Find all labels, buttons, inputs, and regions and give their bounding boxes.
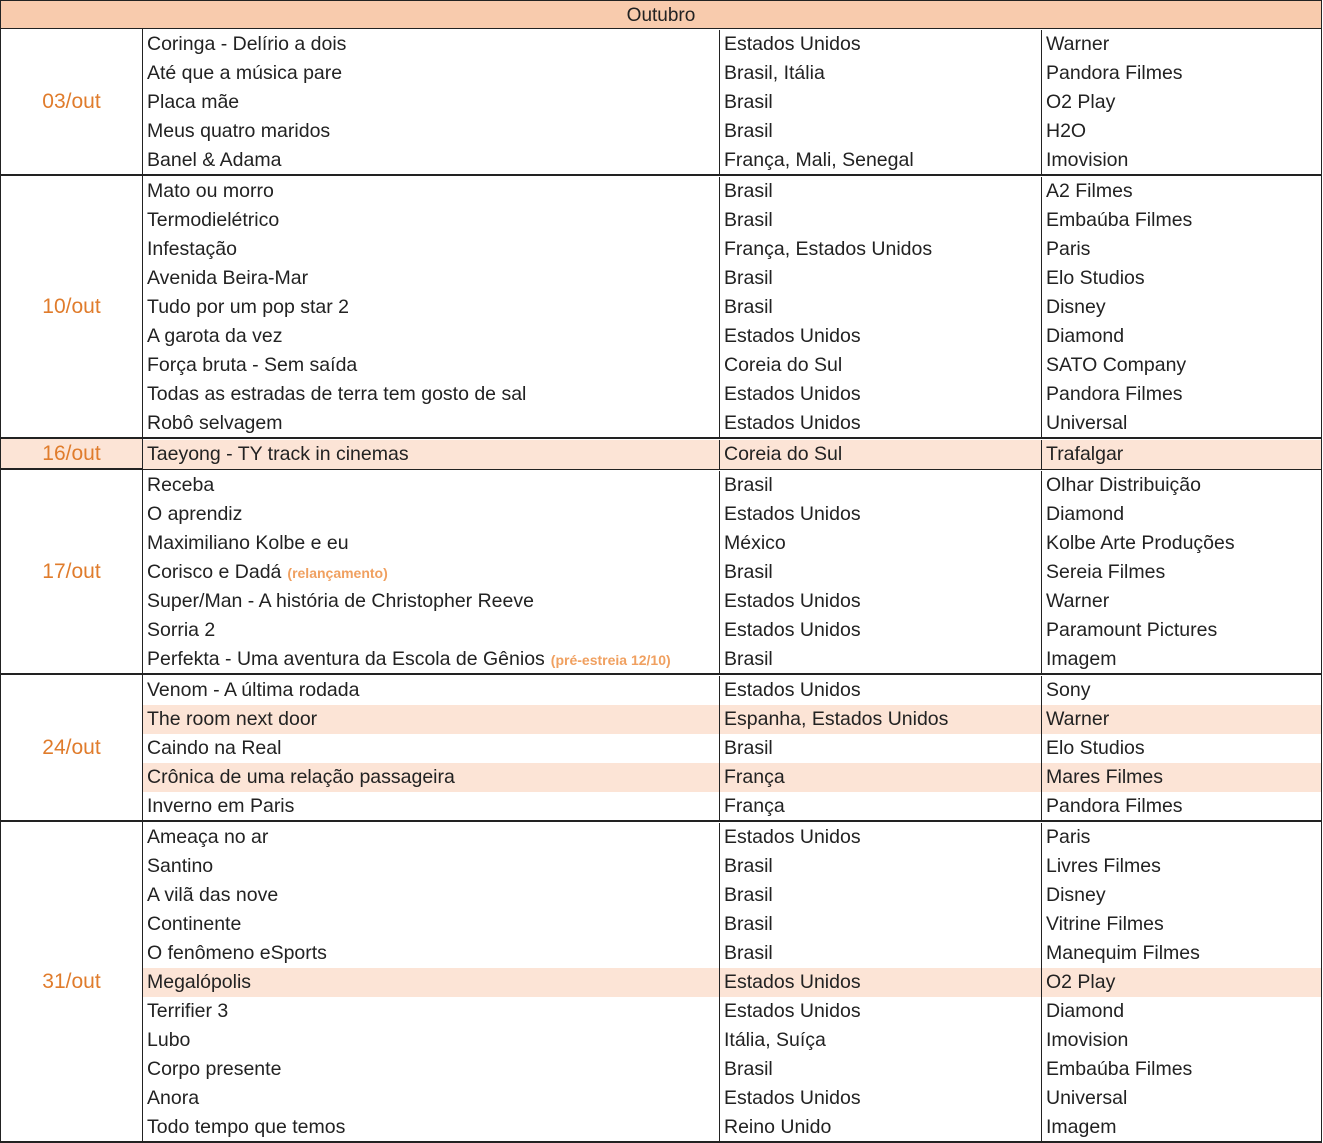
movie-title-text: A vilã das nove xyxy=(147,884,279,906)
date-group xyxy=(0,822,1322,1143)
movie-title-text: A garota da vez xyxy=(147,325,283,347)
distributor: SATO Company xyxy=(1046,354,1187,376)
distributor: Diamond xyxy=(1046,1000,1125,1022)
distributor: Olhar Distribuição xyxy=(1046,474,1201,496)
table-row xyxy=(143,587,1321,616)
movie-title xyxy=(143,587,720,616)
table-row xyxy=(143,792,1321,821)
country: Brasil xyxy=(720,88,1042,117)
table-row xyxy=(143,734,1321,763)
distributor: Imovision xyxy=(1046,1029,1129,1051)
distributor: Paramount Pictures xyxy=(1046,619,1218,641)
table-row xyxy=(143,409,1321,438)
movie-title xyxy=(143,440,720,469)
date-group xyxy=(0,675,1322,822)
movie-title xyxy=(143,206,720,235)
movie-title-text: Força bruta - Sem saída xyxy=(147,354,358,376)
date-group xyxy=(0,29,1322,176)
distributor: Sereia Filmes xyxy=(1046,561,1166,583)
release-date: 03/out xyxy=(1,29,143,174)
distributor: Kolbe Arte Produções xyxy=(1046,532,1235,554)
date-group xyxy=(0,176,1322,439)
movie-title xyxy=(143,500,720,529)
country: Brasil xyxy=(720,1055,1042,1084)
movie-title xyxy=(143,59,720,88)
distributor: Embaúba Filmes xyxy=(1046,209,1193,231)
distributor: H2O xyxy=(1046,120,1087,142)
table-row xyxy=(143,968,1321,997)
movie-title-text: Taeyong - TY track in cinemas xyxy=(147,443,409,465)
distributor: Mares Filmes xyxy=(1046,766,1164,788)
table-row xyxy=(143,264,1321,293)
month-header: Outubro xyxy=(0,0,1322,29)
table-row xyxy=(143,705,1321,734)
distributor: Warner xyxy=(1046,33,1110,55)
movie-title-text: Santino xyxy=(147,855,214,877)
movie-title-text: Todo tempo que temos xyxy=(147,1116,346,1138)
country: França xyxy=(720,792,1042,821)
country: Brasil xyxy=(720,177,1042,206)
movie-title xyxy=(143,616,720,645)
country: Estados Unidos xyxy=(720,997,1042,1026)
movie-title xyxy=(143,293,720,322)
country: Brasil xyxy=(720,293,1042,322)
country: Itália, Suíça xyxy=(720,1026,1042,1055)
movie-title-text: Tudo por um pop star 2 xyxy=(147,296,349,318)
table-row xyxy=(143,997,1321,1026)
distributor: Trafalgar xyxy=(1046,443,1124,465)
table-row xyxy=(143,558,1321,587)
movie-title-text: Todas as estradas de terra tem gosto de sal xyxy=(147,383,527,405)
country: Coreia do Sul xyxy=(720,440,1042,469)
movie-title-text: Crônica de uma relação passageira xyxy=(147,766,455,788)
movie-title xyxy=(143,1084,720,1113)
distributor: Universal xyxy=(1046,1087,1128,1109)
movie-title xyxy=(143,529,720,558)
release-note: (relançamento) xyxy=(287,565,388,581)
country: Brasil xyxy=(720,734,1042,763)
movie-title-text: Corpo presente xyxy=(147,1058,282,1080)
country: Reino Unido xyxy=(720,1113,1042,1142)
movie-title-text: Avenida Beira-Mar xyxy=(147,267,309,289)
table-row xyxy=(143,293,1321,322)
movie-title-text: Corisco e Dadá xyxy=(147,561,282,583)
movie-title-text: The room next door xyxy=(147,708,318,730)
movie-title-text: O fenômeno eSports xyxy=(147,942,327,964)
country: Brasil xyxy=(720,939,1042,968)
country: Espanha, Estados Unidos xyxy=(720,705,1042,734)
movie-title xyxy=(143,997,720,1026)
country: Estados Unidos xyxy=(720,380,1042,409)
country: México xyxy=(720,529,1042,558)
movie-title-text: Maximiliano Kolbe e eu xyxy=(147,532,349,554)
distributor: Pandora Filmes xyxy=(1046,62,1183,84)
country: Brasil xyxy=(720,206,1042,235)
country: Brasil xyxy=(720,645,1042,674)
distributor: Universal xyxy=(1046,412,1128,434)
movie-title xyxy=(143,823,720,852)
distributor: Livres Filmes xyxy=(1046,855,1161,877)
country: Brasil, Itália xyxy=(720,59,1042,88)
movie-title xyxy=(143,881,720,910)
table-row xyxy=(143,322,1321,351)
table-row xyxy=(143,500,1321,529)
table-row xyxy=(143,676,1321,705)
distributor: O2 Play xyxy=(1046,91,1116,113)
release-date: 17/out xyxy=(1,470,143,673)
table-row xyxy=(143,117,1321,146)
table-row xyxy=(143,823,1321,852)
table-row xyxy=(143,1055,1321,1084)
table-row xyxy=(143,351,1321,380)
table-row xyxy=(143,616,1321,645)
country: Estados Unidos xyxy=(720,30,1042,59)
distributor: Imagem xyxy=(1046,648,1117,670)
distributor: Sony xyxy=(1046,679,1091,701)
table-row xyxy=(143,910,1321,939)
movie-title-text: Ameaça no ar xyxy=(147,826,269,848)
table-row xyxy=(143,645,1321,674)
date-group xyxy=(0,470,1322,675)
table-row xyxy=(143,380,1321,409)
table-row xyxy=(143,235,1321,264)
distributor: A2 Filmes xyxy=(1046,180,1133,202)
movie-title-text: Caindo na Real xyxy=(147,737,282,759)
country: Brasil xyxy=(720,558,1042,587)
movie-title xyxy=(143,968,720,997)
movie-title xyxy=(143,88,720,117)
distributor: Diamond xyxy=(1046,325,1125,347)
movie-title xyxy=(143,322,720,351)
movie-title-text: Continente xyxy=(147,913,242,935)
table-row xyxy=(143,1084,1321,1113)
movie-title-text: Perfekta - Uma aventura da Escola de Gênios xyxy=(147,648,545,670)
distributor: Warner xyxy=(1046,590,1110,612)
movie-title xyxy=(143,734,720,763)
movie-title-text: Venom - A última rodada xyxy=(147,679,360,701)
movie-title xyxy=(143,1055,720,1084)
distributor: Elo Studios xyxy=(1046,267,1145,289)
country: Estados Unidos xyxy=(720,409,1042,438)
table-row xyxy=(143,1026,1321,1055)
country: Coreia do Sul xyxy=(720,351,1042,380)
distributor: Paris xyxy=(1046,826,1091,848)
movie-title xyxy=(143,645,720,674)
distributor: Embaúba Filmes xyxy=(1046,1058,1193,1080)
movie-title-text: Banel & Adama xyxy=(147,149,282,171)
distributor: Disney xyxy=(1046,884,1106,906)
distributor: Pandora Filmes xyxy=(1046,383,1183,405)
movie-title-text: Lubo xyxy=(147,1029,191,1051)
distributor: Manequim Filmes xyxy=(1046,942,1200,964)
country: Brasil xyxy=(720,852,1042,881)
movie-title xyxy=(143,235,720,264)
movie-title-text: O aprendiz xyxy=(147,503,243,525)
movie-title xyxy=(143,852,720,881)
table-row xyxy=(143,440,1321,469)
table-row xyxy=(143,881,1321,910)
country: Estados Unidos xyxy=(720,500,1042,529)
country: Brasil xyxy=(720,881,1042,910)
movie-title xyxy=(143,264,720,293)
table-row xyxy=(143,939,1321,968)
distributor: Pandora Filmes xyxy=(1046,795,1183,817)
table-row xyxy=(143,471,1321,500)
country: Brasil xyxy=(720,117,1042,146)
movie-title-text: Terrifier 3 xyxy=(147,1000,229,1022)
distributor: Elo Studios xyxy=(1046,737,1145,759)
distributor: O2 Play xyxy=(1046,971,1116,993)
distributor: Vitrine Filmes xyxy=(1046,913,1164,935)
table-row xyxy=(143,852,1321,881)
release-date: 24/out xyxy=(1,675,143,820)
country: Brasil xyxy=(720,910,1042,939)
movie-title xyxy=(143,910,720,939)
movie-title-text: Megalópolis xyxy=(147,971,252,993)
movie-title-text: Anora xyxy=(147,1087,200,1109)
country: Estados Unidos xyxy=(720,968,1042,997)
movie-title-text: Inverno em Paris xyxy=(147,795,295,817)
country: França, Mali, Senegal xyxy=(720,146,1042,175)
movie-title-text: Infestação xyxy=(147,238,237,260)
movie-title xyxy=(143,380,720,409)
table-row xyxy=(143,88,1321,117)
movie-title xyxy=(143,409,720,438)
country: Estados Unidos xyxy=(720,676,1042,705)
movie-title xyxy=(143,471,720,500)
movie-title xyxy=(143,558,720,587)
country: Estados Unidos xyxy=(720,1084,1042,1113)
movie-title xyxy=(143,792,720,821)
country: Estados Unidos xyxy=(720,823,1042,852)
movie-title-text: Meus quatro maridos xyxy=(147,120,331,142)
release-date: 10/out xyxy=(1,176,143,437)
release-date: 16/out xyxy=(1,439,143,468)
distributor: Imagem xyxy=(1046,1116,1117,1138)
movie-title-text: Até que a música pare xyxy=(147,62,343,84)
movie-title xyxy=(143,676,720,705)
country: Estados Unidos xyxy=(720,587,1042,616)
table-row xyxy=(143,529,1321,558)
movie-title-text: Receba xyxy=(147,474,215,496)
date-group xyxy=(0,439,1322,470)
movie-title-text: Termodielétrico xyxy=(147,209,280,231)
distributor: Paris xyxy=(1046,238,1091,260)
distributor: Warner xyxy=(1046,708,1110,730)
country: França, Estados Unidos xyxy=(720,235,1042,264)
movie-title xyxy=(143,763,720,792)
distributor: Disney xyxy=(1046,296,1106,318)
table-row xyxy=(143,206,1321,235)
movie-title xyxy=(143,146,720,175)
release-note: (pré-estreia 12/10) xyxy=(550,652,671,668)
release-date: 31/out xyxy=(1,822,143,1141)
table-row xyxy=(143,177,1321,206)
table-row xyxy=(143,146,1321,175)
table-row xyxy=(143,59,1321,88)
movie-title xyxy=(143,939,720,968)
movie-title xyxy=(143,30,720,59)
table-row xyxy=(143,763,1321,792)
movie-title-text: Super/Man - A história de Christopher Reeve xyxy=(147,590,534,612)
movie-title-text: Placa mãe xyxy=(147,91,240,113)
distributor: Diamond xyxy=(1046,503,1125,525)
movie-title xyxy=(143,1026,720,1055)
country: Brasil xyxy=(720,264,1042,293)
movie-title xyxy=(143,705,720,734)
movie-title xyxy=(143,351,720,380)
movie-title-text: Robô selvagem xyxy=(147,412,283,434)
movie-title-text: Mato ou morro xyxy=(147,180,274,202)
country: Estados Unidos xyxy=(720,616,1042,645)
table-row xyxy=(143,30,1321,59)
country: Estados Unidos xyxy=(720,322,1042,351)
movie-title-text: Sorria 2 xyxy=(147,619,216,641)
movie-title xyxy=(143,177,720,206)
movie-title xyxy=(143,117,720,146)
movie-title-text: Coringa - Delírio a dois xyxy=(147,33,347,55)
distributor: Imovision xyxy=(1046,149,1129,171)
country: França xyxy=(720,763,1042,792)
country: Brasil xyxy=(720,471,1042,500)
